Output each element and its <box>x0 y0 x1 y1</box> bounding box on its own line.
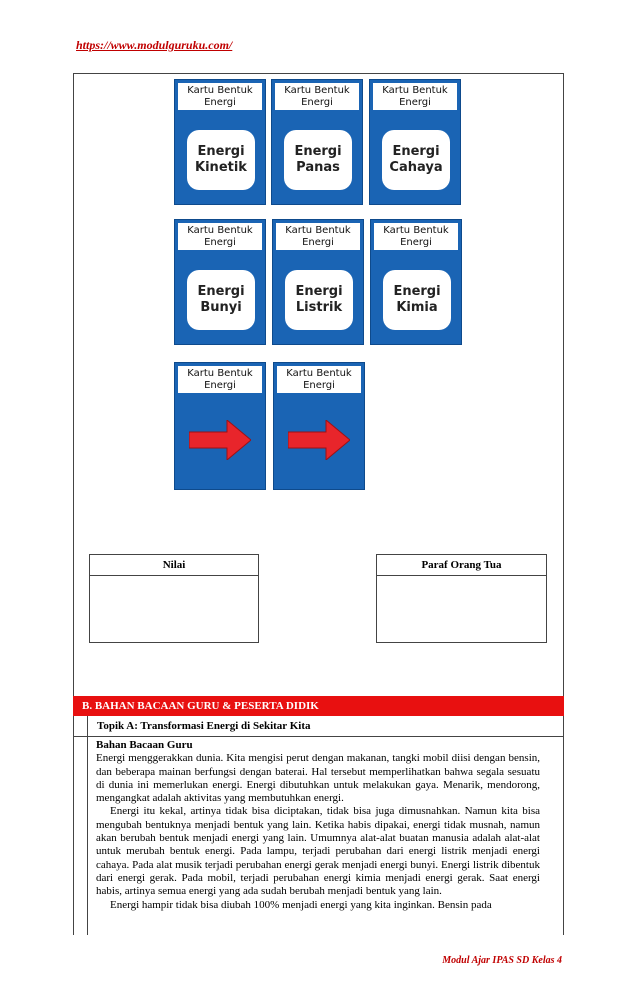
header-url-link[interactable]: https://www.modulguruku.com/ <box>76 38 233 52</box>
energy-card-kinetik <box>174 79 266 205</box>
left-divider <box>87 716 88 935</box>
card-label-line1: Energi <box>392 144 440 159</box>
topic-title: Topik A: Transformasi Energi di Sekitar Kita <box>73 716 564 737</box>
right-arrow-icon <box>189 420 251 460</box>
card-header-line1: Kartu Bentuk <box>284 85 350 96</box>
reading-paragraph-1: Energi menggerakkan dunia. Kita mengisi perut dengan makanan, tangki mobil diisi dengan bensin, dan beberapa mainan berfungsi dengan baterai. Hal tersebut memperlihatkan bahwa segala sesuatu di dunia ini memerlukan energi. Energi dibutuhkan untuk melakukan gaya. Menarik, mendorong, mengangkat adalah aktivitas yang membutuhkan energi. <box>96 752 540 805</box>
card-header-line2: Energi <box>204 96 236 108</box>
card-header-line2: Energi <box>399 96 431 108</box>
card-label <box>187 130 255 190</box>
card-header-line1: Kartu Bentuk <box>187 368 253 379</box>
card-label-line2: Listrik <box>295 300 343 315</box>
right-arrow-icon <box>288 420 350 460</box>
paraf-orang-tua-box <box>376 554 547 643</box>
paraf-orang-tua-label: Paraf Orang Tua <box>377 555 546 576</box>
card-header-line2: Energi <box>204 379 236 391</box>
card-header-line2: Energi <box>301 96 333 108</box>
card-label-line2: Panas <box>296 160 340 175</box>
card-label-line1: Energi <box>197 144 245 159</box>
card-header <box>275 83 359 110</box>
footer-text: Modul Ajar IPAS SD Kelas 4 <box>442 955 562 966</box>
card-header-line1: Kartu Bentuk <box>383 225 449 236</box>
card-header-line2: Energi <box>204 236 236 248</box>
card-header-line1: Kartu Bentuk <box>286 368 352 379</box>
card-label <box>285 270 353 330</box>
energy-card-arrow-2 <box>273 362 365 490</box>
card-label-line2: Kimia <box>396 300 438 315</box>
reading-heading: Bahan Bacaan Guru <box>96 739 193 751</box>
card-header-line1: Kartu Bentuk <box>382 85 448 96</box>
card-label-line2: Bunyi <box>200 300 242 315</box>
card-label <box>284 130 352 190</box>
card-header-line2: Energi <box>302 236 334 248</box>
card-header <box>373 83 457 110</box>
card-header <box>178 223 262 250</box>
card-label-line2: Cahaya <box>389 160 443 175</box>
card-label-line1: Energi <box>393 284 441 299</box>
energy-card-cahaya <box>369 79 461 205</box>
reading-text <box>96 739 540 912</box>
nilai-label: Nilai <box>90 555 258 576</box>
card-header <box>374 223 458 250</box>
card-header-line2: Energi <box>400 236 432 248</box>
card-label-line1: Energi <box>294 144 342 159</box>
card-header-line1: Kartu Bentuk <box>187 225 253 236</box>
card-label-line1: Energi <box>197 284 245 299</box>
card-header <box>277 366 361 393</box>
energy-card-panas <box>271 79 363 205</box>
card-header <box>178 366 262 393</box>
energy-card-bunyi <box>174 219 266 345</box>
card-header-line1: Kartu Bentuk <box>285 225 351 236</box>
card-header-line1: Kartu Bentuk <box>187 85 253 96</box>
reading-paragraph-3: Energi hampir tidak bisa diubah 100% menjadi energi yang kita inginkan. Bensin pada <box>110 898 492 911</box>
card-label-line1: Energi <box>295 284 343 299</box>
section-title: B. BAHAN BACAAN GURU & PESERTA DIDIK <box>73 696 564 716</box>
card-header-line2: Energi <box>303 379 335 391</box>
card-header <box>178 83 262 110</box>
nilai-box <box>89 554 259 643</box>
reading-paragraph-2: Energi itu kekal, artinya tidak bisa diciptakan, tidak bisa juga dimusnahkan. Namun kita bisa mengubah bentuknya menjadi bentuk yang lain. Ketika habis dipakai, energi tidak musnah, namun akan berubah bentuk menjadi energi yang lain. Umumnya alat-alat buatan manusia adalah alat-alat untuk merubah bentuk energi. Pada lampu, terjadi perubahan dari energi listrik menjadi energi cahaya. Pada alat musik terjadi perubahan energi gerak menjadi energi bunyi. Energi listrik dibentuk dari energi gerak. Pada mobil, terjadi perubahan energi kimia menjadi energi gerak. Saat energi habis, artinya semua energi yang ada sudah berubah menjadi bentuk yang lain. <box>96 805 540 898</box>
card-label-line2: Kinetik <box>195 160 247 175</box>
card-label <box>383 270 451 330</box>
card-label <box>187 270 255 330</box>
energy-card-arrow-1 <box>174 362 266 490</box>
energy-card-listrik <box>272 219 364 345</box>
card-header <box>276 223 360 250</box>
energy-card-kimia <box>370 219 462 345</box>
card-label <box>382 130 450 190</box>
